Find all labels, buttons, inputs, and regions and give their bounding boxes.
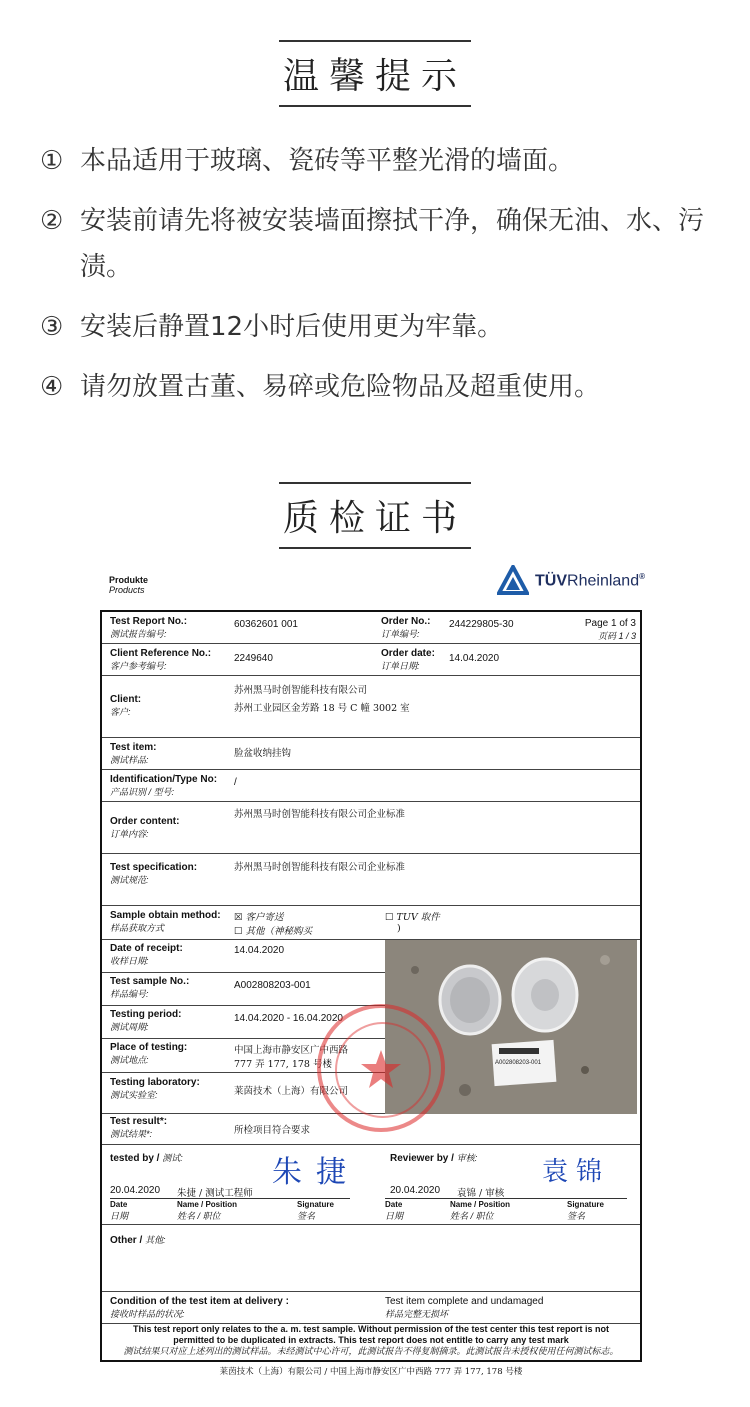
tip-text: 请勿放置古董、易碎或危险物品及超重使用。 [80, 372, 601, 402]
order-no-value: 244229805-30 [449, 619, 514, 630]
receipt-label: Date of receipt: 收样日期: [110, 943, 183, 966]
reviewer-signature: 袁锦 [542, 1157, 611, 1187]
lab-value: 莱茵技术（上海）有限公司 [234, 1086, 349, 1097]
company-seal [317, 1004, 445, 1132]
place-line-1: 中国上海市静安区广中西路 [234, 1045, 349, 1056]
tested-divider [110, 1198, 350, 1199]
order-date-value: 14.04.2020 [449, 653, 500, 664]
row-signatures [102, 1145, 640, 1225]
sample-no-value: A002808203-001 [234, 980, 311, 991]
cert-title-wrap [0, 482, 750, 549]
row-result [102, 1114, 640, 1145]
receipt-value: 14.04.2020 [234, 945, 285, 956]
col-date: Date 日期 [110, 1200, 129, 1221]
place-line-2: 777 弄 177, 178 号楼 [234, 1059, 332, 1070]
tip-item [40, 138, 720, 184]
products-label [109, 575, 148, 595]
test-spec-value: 苏州黑马时创智能科技有限公司企业标准 [234, 862, 406, 873]
client-name: 苏州黑马时创智能科技有限公司 [234, 685, 368, 696]
seal-star-icon [321, 1008, 441, 1128]
sample-no-label: Test sample No.: 样品编号: [110, 976, 190, 999]
disclaimer [102, 1324, 640, 1357]
row-other [102, 1225, 640, 1292]
option-other: ☐ 其他（神秘购买 [234, 926, 313, 937]
test-spec-label: Test specification: 测试规范: [110, 862, 198, 885]
reviewer-name: 袁锦 / 审核 [457, 1188, 505, 1199]
order-no-label: Order No.: 订单编号: [381, 616, 431, 639]
disclaimer-line-2: permitted to be duplicated in extracts. This test report does not entitle to carry any test mark [173, 1335, 569, 1345]
tester-signature: 朱捷 [272, 1155, 360, 1190]
cert-title: 质检证书 [279, 482, 471, 549]
period-value: 14.04.2020 - 16.04.2020 [234, 1013, 343, 1024]
reviewer-divider [385, 1198, 627, 1199]
row-order-content [102, 802, 640, 854]
col-signature: Signature 签名 [297, 1200, 334, 1221]
tip-text: 本品适用于玻璃、瓷砖等平整光滑的墙面。 [80, 146, 575, 176]
tips-title: 温馨提示 [279, 40, 471, 107]
tip-text: 安装后静置12小时后使用更为牢靠。 [80, 312, 504, 342]
tip-item [40, 364, 720, 410]
row-sample-no [102, 973, 385, 1006]
products-en: Produkte [109, 575, 149, 585]
certificate [97, 565, 645, 1385]
row-sample-method [102, 906, 640, 940]
tuv-logo [497, 565, 645, 597]
col-name-2: Name / Position 姓名 / 职位 [450, 1200, 511, 1221]
option-close: ) [397, 923, 401, 934]
tip-number: ② [40, 206, 64, 236]
row-client [102, 676, 640, 738]
row-condition [102, 1292, 640, 1324]
ident-label: Identification/Type No: 产品识别 / 型号: [110, 774, 218, 797]
test-item-label: Test item: 测试样品: [110, 742, 157, 765]
client-label: Client: 客户: [110, 694, 142, 717]
disclaimer-cn: 测试结果只对应上述列出的测试样品。未经测试中心许可，此测试报告不得复制摘录。此测试报告未授权使用任何测试标志。 [123, 1346, 619, 1356]
report-no-label: Test Report No.: 测试报告编号: [110, 616, 188, 639]
products-it: Products [109, 585, 145, 595]
tip-number: ① [40, 146, 64, 176]
report-form [100, 610, 642, 1362]
other-label: Other / 其他: [110, 1235, 166, 1246]
brand-name: TÜVRheinland® [535, 571, 645, 590]
disclaimer-line-1: This test report only relates to the a. m. test sample. Without permission of the test center this test report is not [132, 1324, 609, 1334]
row-identification [102, 770, 640, 802]
tip-item [40, 304, 720, 350]
row-report-no [102, 612, 640, 644]
condition-label: Condition of the test item at delivery : 接收时样品的状况: [110, 1296, 289, 1319]
order-content-label: Order content: 订单内容: [110, 816, 180, 839]
sample-tag-text: A002808203-001 [495, 1060, 542, 1066]
report-no-value: 60362601 001 [234, 619, 298, 630]
result-label: Test result*: 测试结果*: [110, 1116, 168, 1139]
tips-list [40, 138, 720, 424]
row-receipt [102, 940, 385, 973]
tips-title-wrap [0, 40, 750, 107]
tip-number: ③ [40, 312, 64, 342]
col-name: Name / Position 姓名 / 职位 [177, 1200, 238, 1221]
option-customer-send: ☒ 客户寄送 [234, 912, 284, 923]
ident-value: / [234, 777, 237, 788]
option-tuv: ☐ TUV 取件 [385, 912, 440, 923]
reviewer-date: 20.04.2020 [390, 1185, 441, 1196]
order-date-label: Order date: 订单日期: [381, 648, 435, 671]
tested-date: 20.04.2020 [110, 1185, 161, 1196]
tested-by-label: tested by / 测试: [110, 1153, 183, 1164]
client-ref-label: Client Reference No.: 客户参考编号: [110, 648, 212, 671]
col-date-2: Date 日期 [385, 1200, 404, 1221]
place-label: Place of testing: 测试地点: [110, 1042, 188, 1065]
company-address: 莱茵技术（上海）有限公司 / 中国上海市静安区广中西路 777 弄 177, 178 号楼 [219, 1367, 523, 1377]
client-address: 苏州工业园区金芳路 18 号 C 幢 3002 室 [234, 703, 410, 714]
tip-number: ④ [40, 372, 64, 402]
result-value: 所检项目符合要求 [234, 1125, 311, 1136]
reviewer-label: Reviewer by / 审核: [390, 1153, 478, 1164]
order-content-value: 苏州黑马时创智能科技有限公司企业标准 [234, 809, 406, 820]
col-signature-2: Signature 签名 [567, 1200, 604, 1221]
sample-method-label: Sample obtain method: 样品获取方式 [110, 910, 221, 933]
condition-value: Test item complete and undamaged 样品完整无损坏 [385, 1296, 544, 1319]
period-label: Testing period: 测试周期: [110, 1009, 182, 1032]
tested-name: 朱捷 / 测试工程师 [177, 1188, 253, 1199]
client-ref-value: 2249640 [234, 653, 273, 664]
tip-item [40, 198, 720, 290]
row-client-ref [102, 644, 640, 676]
tip-text: 安装前请先将被安装墙面擦拭干净，确保无油、水、污渍。 [80, 206, 705, 282]
page-indicator: Page 1 of 3 页码 1 / 3 [584, 618, 636, 641]
row-test-spec [102, 854, 640, 906]
test-item-value: 脸盆收纳挂钩 [234, 748, 292, 759]
tuv-triangle-icon [497, 565, 529, 597]
lab-label: Testing laboratory: 测试实验室: [110, 1077, 200, 1100]
row-test-item [102, 738, 640, 770]
